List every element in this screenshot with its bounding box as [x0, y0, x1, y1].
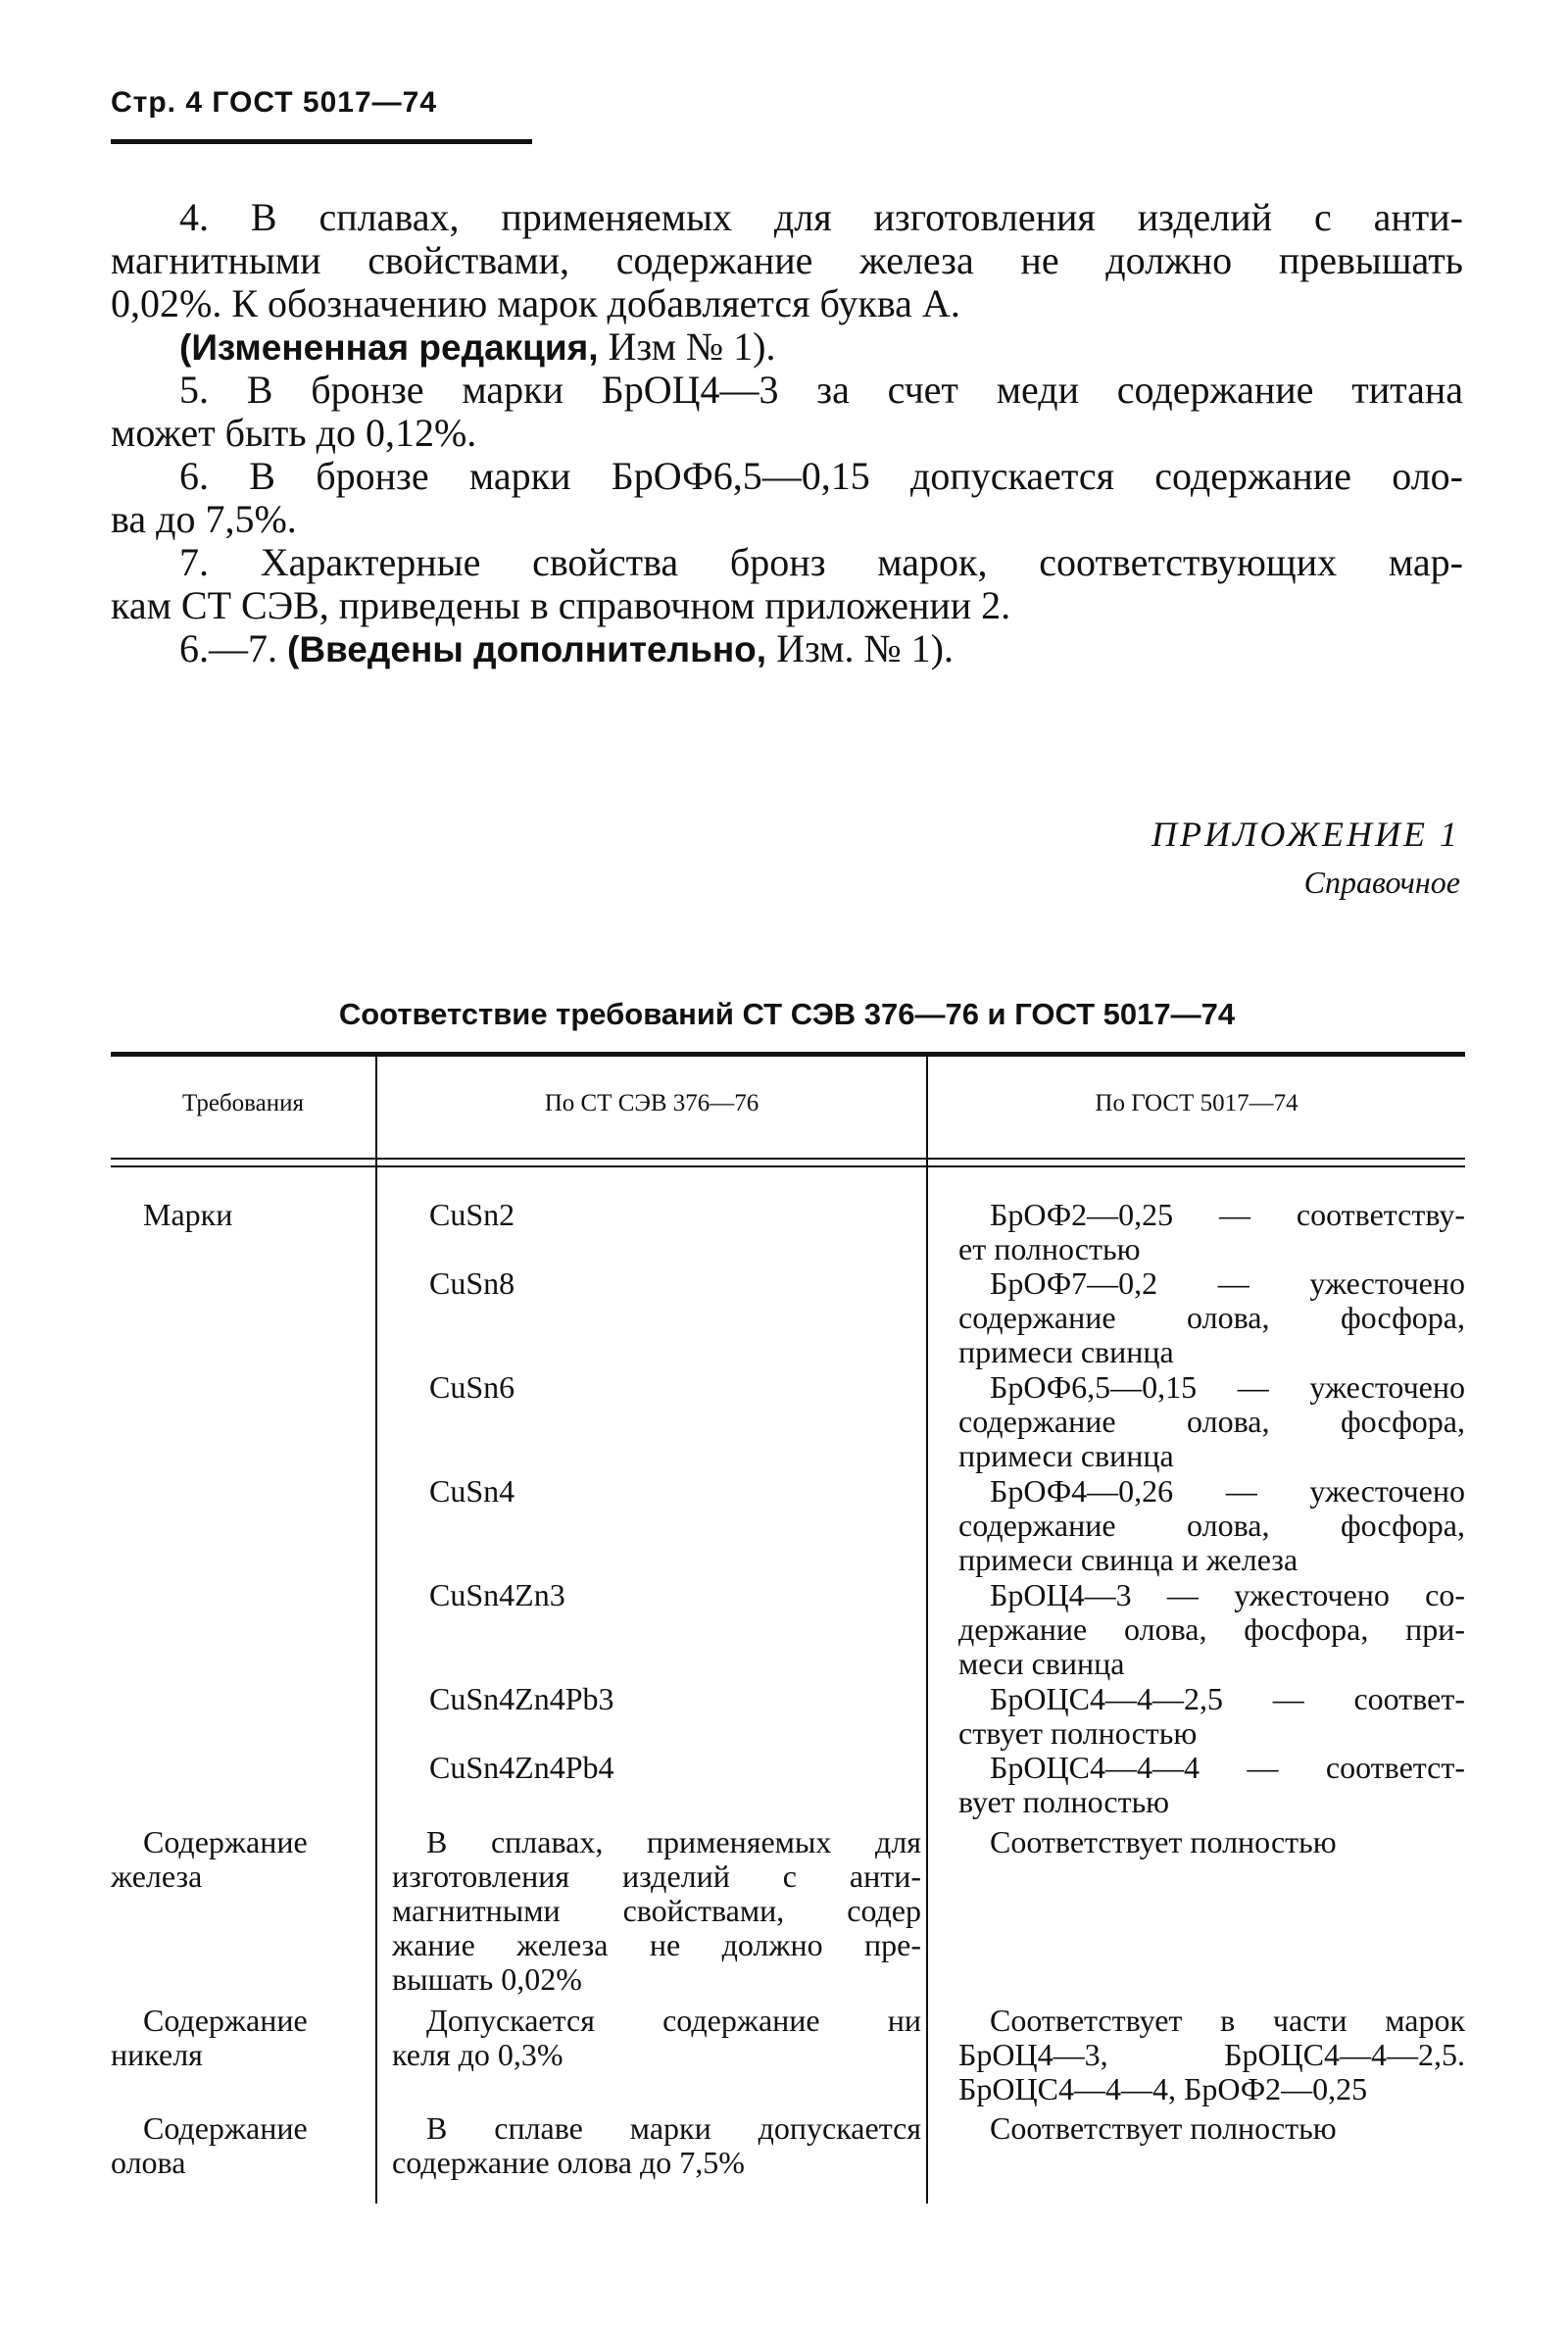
- paragraph-line: магнитными свойствами, содержание железа не должно превышать: [111, 238, 1463, 282]
- sev-requirement: [392, 2004, 921, 2072]
- cell-line: БрОЦС4—4—4, БрОФ2—0,25: [958, 2071, 1368, 2106]
- cell-line: Допускается содержание ни: [426, 2003, 921, 2038]
- column-divider: [375, 1057, 377, 2204]
- cell-line: олова: [111, 2145, 186, 2180]
- sev-grade: CuSn4Zn4Pb3: [429, 1681, 614, 1716]
- cell-line: содержание олова до 7,5%: [392, 2145, 745, 2180]
- cell-line: Соответствует в части марок: [990, 2003, 1465, 2038]
- paragraph-line: 4. В сплавах, применяемых для изготовления изделий с анти-: [179, 195, 1463, 239]
- paragraph-line: 7. Характерные свойства бронз марок, соответствующих мар-: [179, 540, 1463, 584]
- paragraph-line: 0,02%. К обозначению марок добавляется буква А.: [111, 281, 960, 325]
- paragraph-line: 6. В бронзе марки БрОФ6,5—0,15 допускается содержание оло-: [179, 454, 1463, 498]
- appendix-title: ПРИЛОЖЕНИЕ 1: [1152, 815, 1460, 854]
- gost-grade: [958, 1682, 1465, 1751]
- sev-requirement: [392, 1825, 921, 1997]
- paragraph-line: ва до 7,5%.: [111, 497, 297, 541]
- requirement-label: [111, 1825, 343, 1894]
- gost-requirement: Соответствует полностью: [990, 2110, 1337, 2146]
- requirement-label: [111, 2004, 343, 2072]
- cell-line: БрОЦ4—3 — ужесточено со-: [990, 1577, 1465, 1612]
- gost-grade: [958, 1266, 1465, 1369]
- paragraph-line: может быть до 0,12%.: [111, 411, 477, 455]
- sev-grade: CuSn4Zn3: [429, 1577, 565, 1612]
- cell-line: содержание олова, фосфора,: [958, 1508, 1465, 1543]
- cell-line: содержание олова, фосфора,: [958, 1300, 1465, 1335]
- gost-grade: [958, 1198, 1465, 1266]
- cell-line: БрОЦС4—4—4 — соответст-: [990, 1750, 1465, 1785]
- sev-grade: CuSn8: [429, 1265, 515, 1301]
- paragraph-5: [111, 369, 1463, 455]
- table-top-rule: [111, 1052, 1465, 1057]
- cell-line: БрОФ4—0,26 — ужесточено: [990, 1473, 1465, 1509]
- header-divider: [111, 1158, 1465, 1160]
- cell-line: изготовления изделий с анти-: [392, 1858, 921, 1894]
- paragraph-7: [111, 541, 1463, 671]
- revision-note: 6.—7. (Введены дополнительно, Изм. № 1).: [179, 626, 954, 670]
- cell-line: В сплавах, применяемых для: [426, 1824, 921, 1859]
- sev-grade: CuSn4Zn4Pb4: [429, 1750, 614, 1785]
- header-divider: [111, 1165, 1465, 1167]
- cell-line: примеси свинца: [958, 1334, 1174, 1369]
- table-title: Соответствие требований СТ СЭВ 376—76 и ГОСТ 5017—74: [338, 997, 1236, 1031]
- page-header: Стр. 4 ГОСТ 5017—74: [111, 86, 438, 119]
- cell-line: содержание олова, фосфора,: [958, 1404, 1465, 1439]
- sev-grade: CuSn2: [429, 1197, 515, 1232]
- cell-line: примеси свинца: [958, 1438, 1174, 1473]
- cell-line: держание олова, фосфора, при-: [958, 1611, 1465, 1647]
- gost-grade: [958, 1474, 1465, 1577]
- cell-line: примеси свинца и железа: [958, 1542, 1298, 1577]
- paragraph-line: кам СТ СЭВ, приведены в справочном приложении 2.: [111, 583, 1011, 627]
- gost-grade: [958, 1370, 1465, 1473]
- cell-line: келя до 0,3%: [392, 2037, 564, 2072]
- column-header: По ГОСТ 5017—74: [1095, 1090, 1298, 1116]
- paragraph-6: [111, 455, 1463, 541]
- cell-line: никеля: [111, 2037, 203, 2072]
- column-header: Требования: [182, 1090, 304, 1116]
- gost-grade: [958, 1578, 1465, 1681]
- cell-line: вует полностью: [958, 1784, 1170, 1819]
- revision-note: (Измененная редакция, Изм № 1).: [179, 324, 776, 369]
- appendix-subtitle: Справочное: [1303, 865, 1460, 900]
- column-header: По СТ СЭВ 376—76: [544, 1090, 760, 1116]
- sev-requirement: [392, 2111, 921, 2180]
- cell-line: ет полностью: [958, 1231, 1141, 1266]
- gost-requirement: [958, 2004, 1465, 2106]
- cell-line: БрОЦ4—3, БрОЦС4—4—2,5.: [958, 2037, 1465, 2072]
- requirement-label: [111, 2111, 343, 2180]
- cell-line: БрОФ6,5—0,15 — ужесточено: [990, 1369, 1465, 1405]
- cell-line: меси свинца: [958, 1646, 1125, 1681]
- cell-line: БрОФ7—0,2 — ужесточено: [990, 1265, 1465, 1301]
- paragraph-line: 5. В бронзе марки БрОЦ4—3 за счет меди содержание титана: [179, 368, 1463, 412]
- cell-line: БрОЦС4—4—2,5 — соответ-: [990, 1681, 1465, 1716]
- cell-line: Содержание: [143, 2110, 308, 2146]
- cell-line: жание железа не должно пре-: [392, 1927, 921, 1962]
- cell-line: вышать 0,02%: [392, 1961, 582, 1997]
- cell-line: магнитными свойствами, содер: [392, 1893, 921, 1928]
- cell-line: ствует полностью: [958, 1715, 1198, 1751]
- paragraph-4: [111, 196, 1463, 370]
- cell-line: Содержание: [143, 2003, 308, 2038]
- sev-grade: CuSn6: [429, 1369, 515, 1405]
- cell-line: Содержание: [143, 1824, 308, 1859]
- cell-line: В сплаве марки допускается: [426, 2110, 921, 2146]
- cell-line: железа: [111, 1858, 203, 1894]
- header-rule: [111, 139, 532, 144]
- gost-requirement: Соответствует полностью: [990, 1824, 1337, 1859]
- sev-grade: CuSn4: [429, 1473, 515, 1509]
- requirement-label: Марки: [143, 1197, 233, 1232]
- cell-line: БрОФ2—0,25 — соответству-: [990, 1197, 1465, 1232]
- gost-grade: [958, 1751, 1465, 1819]
